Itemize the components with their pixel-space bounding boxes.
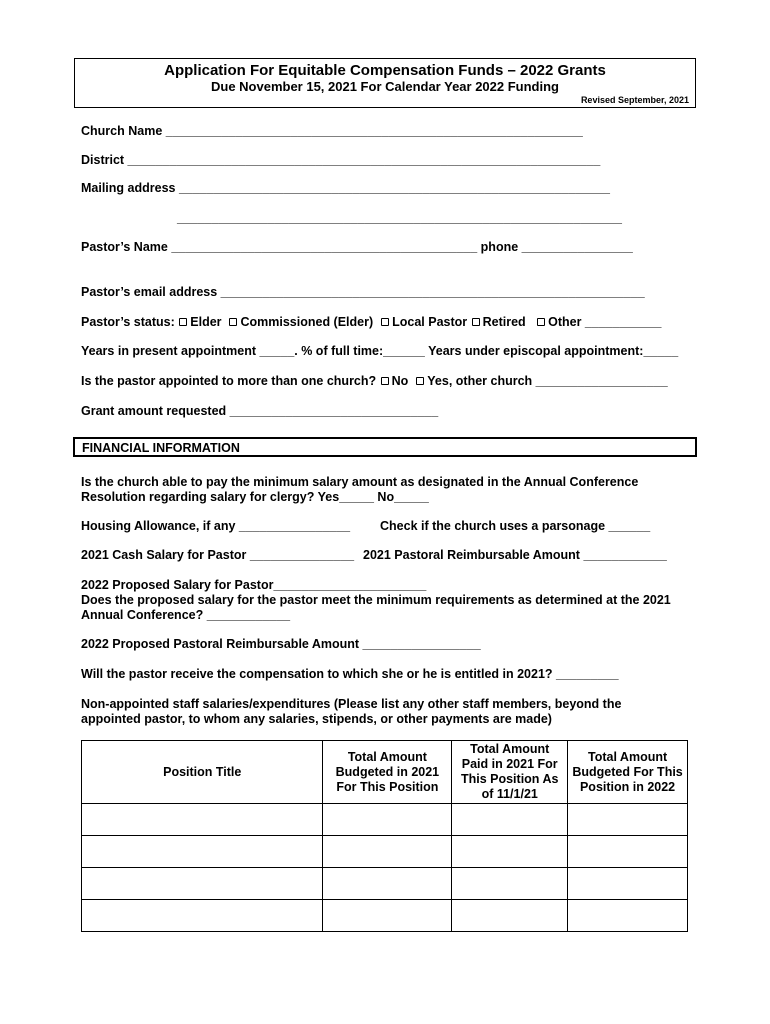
other-checkbox[interactable] (537, 318, 545, 326)
multi-church-row (81, 374, 668, 388)
retired-checkbox[interactable] (472, 318, 480, 326)
multi-church-label: Is the pastor appointed to more than one church? (81, 374, 377, 388)
church-name-field[interactable]: Church Name ____________________________________________________________ (81, 124, 583, 138)
table-row (82, 868, 688, 900)
table-cell[interactable] (452, 900, 568, 932)
housing-allowance-field[interactable]: Housing Allowance, if any ________________ (81, 519, 351, 533)
proposed-salary-2022-field[interactable]: 2022 Proposed Salary for Pastor______________________ (81, 578, 427, 592)
mailing-address-line2-field[interactable]: ________________________________________________________________ (177, 211, 622, 225)
elder-label: Elder (190, 315, 222, 329)
table-cell[interactable] (82, 900, 323, 932)
table-cell[interactable] (323, 836, 452, 868)
col-paid-2021: Total Amount Paid in 2021 For This Position As of 11/1/21 (452, 741, 568, 804)
table-cell[interactable] (452, 868, 568, 900)
grant-amount-field[interactable]: Grant amount requested ______________________________ (81, 404, 439, 418)
multi-church-yes-label[interactable]: Yes, other church ___________________ (427, 374, 668, 388)
local-pastor-checkbox[interactable] (381, 318, 389, 326)
col-position-title: Position Title (82, 741, 323, 804)
col-budgeted-2021: Total Amount Budgeted in 2021 For This Position (323, 741, 452, 804)
form-header (74, 58, 696, 108)
meet-minimum-question-line2[interactable]: Annual Conference? ____________ (81, 608, 291, 622)
pastor-name-field[interactable]: Pastor’s Name ____________________________________________ phone ________________ (81, 240, 633, 254)
other-label[interactable]: Other ___________ (548, 315, 662, 329)
table-cell[interactable] (82, 868, 323, 900)
proposed-reimbursable-2022-field[interactable]: 2022 Proposed Pastoral Reimbursable Amount _________________ (81, 637, 481, 651)
table-cell[interactable] (452, 836, 568, 868)
table-cell[interactable] (568, 868, 688, 900)
parsonage-check-field[interactable]: Check if the church uses a parsonage ______ (380, 519, 651, 533)
revised-date: Revised September, 2021 (580, 95, 689, 105)
compensation-entitled-field[interactable]: Will the pastor receive the compensation to which she or he is entitled in 2021? _________ (81, 667, 619, 681)
financial-section-title: FINANCIAL INFORMATION (82, 441, 240, 455)
multi-church-no-checkbox[interactable] (381, 377, 389, 385)
commissioned-label: Commissioned (Elder) (240, 315, 374, 329)
financial-section-header (73, 437, 697, 457)
staff-table (81, 740, 688, 932)
pastor-status-label: Pastor’s status: (81, 315, 175, 329)
table-cell[interactable] (323, 868, 452, 900)
elder-checkbox[interactable] (179, 318, 187, 326)
mailing-address-field[interactable]: Mailing address ______________________________________________________________ (81, 181, 610, 195)
table-cell[interactable] (323, 804, 452, 836)
table-row (82, 900, 688, 932)
multi-church-yes-checkbox[interactable] (416, 377, 424, 385)
district-field[interactable]: District ____________________________________________________________________ (81, 153, 601, 167)
table-row (82, 804, 688, 836)
table-cell[interactable] (452, 804, 568, 836)
staff-table-header-row (82, 741, 688, 804)
multi-church-no-label: No (391, 374, 409, 388)
table-cell[interactable] (82, 836, 323, 868)
cash-salary-2021-field[interactable]: 2021 Cash Salary for Pastor _______________ (81, 548, 355, 562)
pastor-email-field[interactable]: Pastor’s email address _____________________________________________________________ (81, 285, 645, 299)
col-budgeted-2022: Total Amount Budgeted For This Position in 2022 (568, 741, 688, 804)
meet-minimum-question-line1: Does the proposed salary for the pastor meet the minimum requirements as determined at the 2021 (81, 593, 671, 607)
commissioned-checkbox[interactable] (229, 318, 237, 326)
table-cell[interactable] (568, 900, 688, 932)
retired-label: Retired (482, 315, 526, 329)
local-pastor-label: Local Pastor (392, 315, 468, 329)
pastor-status-row (81, 315, 661, 329)
table-cell[interactable] (323, 900, 452, 932)
table-cell[interactable] (568, 836, 688, 868)
table-cell[interactable] (568, 804, 688, 836)
form-subtitle: Due November 15, 2021 For Calendar Year 2022 Funding (210, 79, 559, 94)
min-salary-question-line2[interactable]: Resolution regarding salary for clergy? Yes_____ No_____ (81, 490, 429, 504)
non-appointed-staff-line2: appointed pastor, to whom any salaries, stipends, or other payments are made) (81, 712, 552, 726)
non-appointed-staff-line1: Non-appointed staff salaries/expenditures (Please list any other staff members, beyond the (81, 697, 622, 711)
form-title: Application For Equitable Compensation Funds – 2022 Grants (164, 62, 606, 79)
table-row (82, 836, 688, 868)
min-salary-question-line1: Is the church able to pay the minimum salary amount as designated in the Annual Conference (81, 475, 639, 489)
reimbursable-2021-field[interactable]: 2021 Pastoral Reimbursable Amount ____________ (363, 548, 667, 562)
table-cell[interactable] (82, 804, 323, 836)
years-appointment-field[interactable]: Years in present appointment _____. % of full time:______ Years under episcopal appointment:_____ (81, 344, 679, 358)
